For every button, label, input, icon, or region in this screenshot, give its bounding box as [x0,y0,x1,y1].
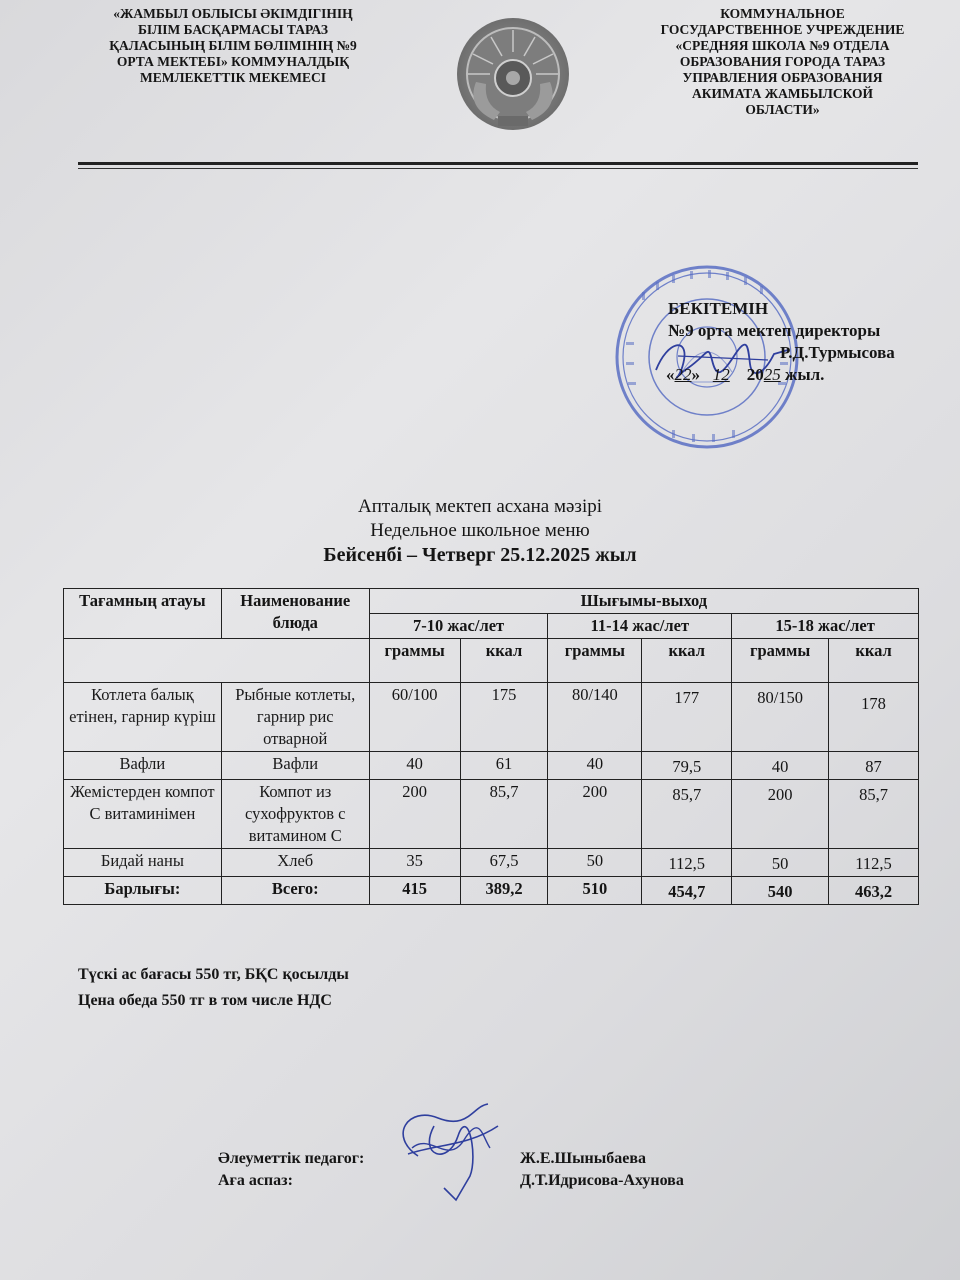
header-right-line: АКИМАТА ЖАМБЫЛСКОЙ [691,86,874,101]
signatory-roles [218,1148,364,1192]
value-cell: 80/150 [732,683,829,752]
value-cell: 85,7 [642,780,732,849]
value-cell: 60/100 [369,683,460,752]
menu-day-date: Бейсенбі – Четверг 25.12.2025 жыл [323,544,637,566]
value-cell: 175 [460,683,548,752]
header-output: Шығымы-выход [369,589,918,614]
header-right-institution [630,6,935,118]
state-emblem-icon [446,12,580,136]
dish-name-kz: Бидай наны [64,849,222,877]
approval-position: №9 орта мектеп директоры [668,321,881,340]
table-row [64,683,919,752]
price-ru: Цена обеда 550 тг в том числе НДС [78,992,332,1009]
value-cell: 178 [829,683,919,752]
header-right-line: КОММУНАЛЬНОЕ [720,6,845,21]
value-cell: 85,7 [460,780,548,849]
header-divider-thick [78,162,918,165]
role-social-pedagogue: Әлеуметтік педагог: [218,1150,365,1167]
value-cell: 40 [369,752,460,780]
header-left-line: ҚАЛАСЫНЫҢ БІЛІМ БӨЛІМІНІҢ №9 [109,38,357,53]
dish-name-kz: Вафли [64,752,222,780]
name-social-pedagogue: Ж.Е.Шыныбаева [520,1150,647,1167]
value-cell: 50 [732,849,829,877]
value-cell: 67,5 [460,849,548,877]
total-cell: 510 [548,877,642,905]
dish-name-ru: Вафли [221,752,369,780]
total-label-kz: Барлығы: [64,877,222,905]
header-right-line: ОБРАЗОВАНИЯ ГОРОДА ТАРАЗ [679,54,886,69]
menu-table [63,588,919,905]
table-row [64,780,919,849]
header-right-line: «СРЕДНЯЯ ШКОЛА №9 ОТДЕЛА [675,38,890,53]
approval-date: «22» 12 2025 жыл. [666,365,825,384]
table-total-row [64,877,919,905]
header-kcal: ккал [642,639,732,683]
header-dish-ru: Наименование блюда [221,589,369,639]
dish-name-ru: Рыбные котлеты, гарнир рис отварной [221,683,369,752]
header-empty-cell [64,639,370,683]
header-grams: граммы [732,639,829,683]
header-left-line: «ЖАМБЫЛ ОБЛЫСЫ ӘКІМДІГІНІҢ [113,6,353,21]
total-cell: 389,2 [460,877,548,905]
value-cell: 177 [642,683,732,752]
dish-name-kz: Жемістерден компот С витаминімен [64,780,222,849]
dish-name-ru: Компот из сухофруктов с витамином С [221,780,369,849]
header-kcal: ккал [829,639,919,683]
value-cell: 200 [732,780,829,849]
value-cell: 40 [548,752,642,780]
dish-name-kz: Котлета балық етінен, гарнир күріш [64,683,222,752]
menu-title-kz: Апталық мектеп асхана мәзірі [357,496,602,517]
value-cell: 61 [460,752,548,780]
name-head-cook: Д.Т.Идрисова-Ахунова [520,1172,684,1189]
total-label-ru: Всего: [221,877,369,905]
signatory-names [520,1148,684,1192]
table-row [64,752,919,780]
total-cell: 463,2 [829,877,919,905]
value-cell: 200 [548,780,642,849]
header-left-institution [78,6,388,86]
approval-block [630,298,940,386]
staff-signature-icon [378,1096,508,1206]
value-cell: 35 [369,849,460,877]
total-cell: 540 [732,877,829,905]
value-cell: 80/140 [548,683,642,752]
header-right-line: ОБЛАСТИ» [745,102,820,117]
header-right-line: УПРАВЛЕНИЯ ОБРАЗОВАНИЯ [682,70,883,85]
menu-title-ru: Недельное школьное меню [370,520,590,541]
header-kcal: ккал [460,639,548,683]
header-left-line: ОРТА МЕКТЕБІ» КОММУНАЛДЫҚ [116,54,350,69]
value-cell: 112,5 [642,849,732,877]
total-cell: 415 [369,877,460,905]
header-age-7-10: 7-10 жас/лет [369,614,548,639]
header-left-line: МЕМЛЕКЕТТІК МЕКЕМЕСІ [139,70,327,85]
value-cell: 40 [732,752,829,780]
value-cell: 87 [829,752,919,780]
header-divider-thin [78,168,918,169]
table-row [64,849,919,877]
approval-director: Р.Д.Турмысова [780,343,895,362]
dish-name-ru: Хлеб [221,849,369,877]
header-age-15-18: 15-18 жас/лет [732,614,919,639]
header-age-11-14: 11-14 жас/лет [548,614,732,639]
value-cell: 200 [369,780,460,849]
header-grams: граммы [369,639,460,683]
header-grams: граммы [548,639,642,683]
value-cell: 112,5 [829,849,919,877]
header-dish-kz: Тағамның атауы [64,589,222,639]
value-cell: 50 [548,849,642,877]
value-cell: 85,7 [829,780,919,849]
price-kz: Түскі ас бағасы 550 тг, БҚС қосылды [78,966,349,983]
total-cell: 454,7 [642,877,732,905]
approval-title: БЕКІТЕМІН [668,299,769,318]
role-head-cook: Аға аспаз: [218,1172,293,1189]
header-left-line: БІЛІМ БАСҚАРМАСЫ ТАРАЗ [137,22,329,37]
header-right-line: ГОСУДАРСТВЕННОЕ УЧРЕЖДЕНИЕ [660,22,905,37]
value-cell: 79,5 [642,752,732,780]
